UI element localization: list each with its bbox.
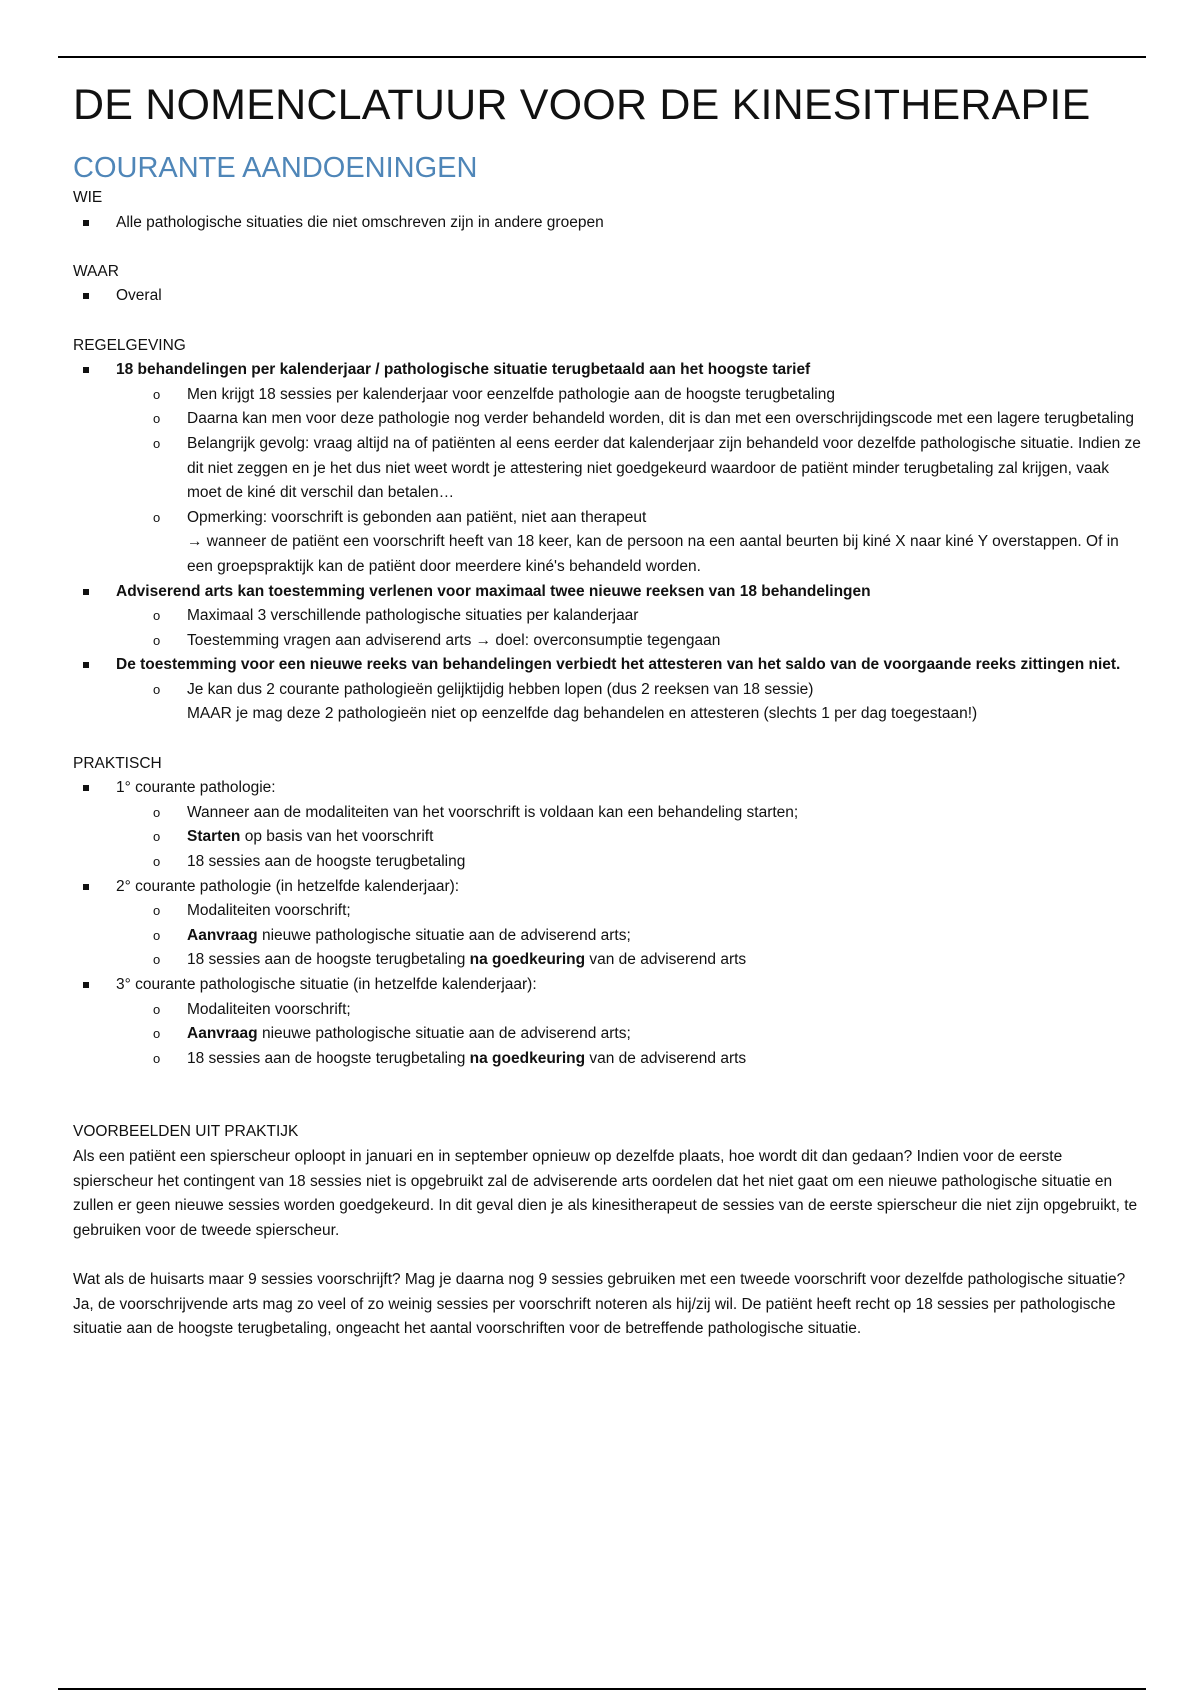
sub-list-item: o Je kan dus 2 courante pathologieën gelijktijdig hebben lopen (dus 2 reeksen van 18 sessie) MAAR je mag deze 2 pathologieën niet op eenzelfde dag behandelen en attesteren (slechts 1 per dag toegestaan!) — [73, 678, 1145, 727]
sub-list-item: o Maximaal 3 verschillende pathologische situaties per kalanderjaar — [73, 604, 1145, 629]
sub-list — [116, 801, 1145, 875]
sub-list-item: o Starten op basis van het voorschrift — [73, 825, 1145, 850]
praktisch-label: PRAKTISCH — [73, 754, 162, 772]
circle-bullet-icon: o — [153, 681, 161, 697]
sub-list-item: o 18 sessies aan de hoogste terugbetaling na goedkeuring van de adviserend arts — [73, 948, 1145, 973]
sub-list-item: o Belangrijk gevolg: vraag altijd na of patiënten al eens eerder dat kalenderjaar zijn behandeld voor dezelfde pathologische situatie. Indien ze dit niet zeggen en je het dus niet weet wordt je attestering niet goedgekeurd waardoor de patiënt minder terugbetaling zal krijgen, vaak moet de kiné dit verschil dan betalen… — [73, 432, 1145, 506]
regelgeving-list — [73, 358, 1145, 727]
example-paragraph-1: Als een patiënt een spierscheur oploopt in januari en in september opnieuw op dezelfde plaats, hoe wordt dit dan gedaan? Indien voor de eerste spierscheur het contingent van 18 sessies niet is opgebruikt zal de adviserende arts oordelen dat het niet gaat om een nieuwe pathologische situatie en zullen er geen nieuwe sessies worden goedgekeurd. In dit geval dien je als kinesitherapeut de sessies van de eerste spierscheur die niet zijn opgebruikt, te gebruiken voor de tweede spierscheur. — [73, 1147, 1138, 1239]
list-item: 3° courante pathologische situatie (in hetzelfde kalenderjaar): o Modaliteiten voorschrift; o Aanvraag nieuwe pathologische situatie aan de adviserend arts; o 18 sessies aan de hoogste terugbetaling na goedkeuring van de adviserend arts — [73, 973, 1145, 1071]
circle-bullet-icon: o — [153, 1001, 161, 1017]
circle-bullet-icon: o — [153, 386, 161, 402]
sub-list-item: o Wanneer aan de modaliteiten van het voorschrift is voldaan kan een behandeling starten; — [73, 801, 1145, 826]
circle-bullet-icon: o — [153, 1026, 161, 1042]
list-item: Adviserend arts kan toestemming verlenen voor maximaal twee nieuwe reeksen van 18 behandelingen o Maximaal 3 verschillende pathologische situaties per kalanderjaar o Toestemming vragen aan adviserend arts → doel: overconsumptie tegengaan — [73, 580, 1145, 654]
waar-list — [73, 284, 1145, 309]
sub-list-item: o Opmerking: voorschrift is gebonden aan patiënt, niet aan therapeut → wanneer de patiënt een voorschrift heeft van 18 keer, kan de persoon na een aantal beurten bij kiné X naar kiné Y overstappen. Of in een groepspraktijk kan de patiënt door meerdere kiné's behandeld worden. — [73, 506, 1145, 580]
square-bullet-icon — [83, 220, 89, 226]
sub-list-item: o Daarna kan men voor deze pathologie nog verder behandeld worden, dit is dan met een overschrijdingscode met een lagere terugbetaling — [73, 407, 1145, 432]
sub-list-item: o Men krijgt 18 sessies per kalenderjaar voor eenzelfde pathologie aan de hoogste terugbetaling — [73, 383, 1145, 408]
list-item: 1° courante pathologie: o Wanneer aan de modaliteiten van het voorschrift is voldaan kan een behandeling starten; o Starten op basis van het voorschrift o 18 sessies aan de hoogste terugbetaling — [73, 776, 1145, 874]
circle-bullet-icon: o — [153, 608, 161, 624]
sub-list — [116, 604, 1145, 653]
square-bullet-icon — [83, 589, 89, 595]
waar-label: WAAR — [73, 262, 119, 280]
square-bullet-icon — [83, 293, 89, 299]
circle-bullet-icon: o — [153, 804, 161, 820]
sub-list — [116, 678, 1145, 727]
sub-list-item: o Toestemming vragen aan adviserend arts → doel: overconsumptie tegengaan — [73, 629, 1145, 654]
circle-bullet-icon: o — [153, 927, 161, 943]
praktisch-list — [73, 776, 1145, 1071]
square-bullet-icon — [83, 785, 89, 791]
circle-bullet-icon: o — [153, 411, 161, 427]
section-subtitle: COURANTE AANDOENINGEN — [73, 152, 478, 184]
list-item: Alle pathologische situaties die niet omschreven zijn in andere groepen — [73, 211, 1145, 236]
document-body — [73, 74, 1145, 1342]
circle-bullet-icon: o — [153, 829, 161, 845]
example-answer-2: Ja, de voorschrijvende arts mag zo veel of zo weinig sessies per voorschrift noteren als hij/zij wil. De patiënt heeft recht op 18 sessies per pathologische situatie aan de hoogste terugbetaling, ongeacht het aantal voorschriften voor de betreffende pathologische situatie. — [73, 1295, 1116, 1338]
square-bullet-icon — [83, 982, 89, 988]
circle-bullet-icon: o — [153, 903, 161, 919]
top-rule — [58, 56, 1146, 58]
voorbeelden-label: VOORBEELDEN UIT PRAKTIJK — [73, 1123, 299, 1141]
sub-list-item: o Aanvraag nieuwe pathologische situatie aan de adviserend arts; — [73, 1022, 1145, 1047]
bottom-rule — [58, 1688, 1146, 1690]
circle-bullet-icon: o — [153, 435, 161, 451]
wie-label: WIE — [73, 189, 103, 206]
square-bullet-icon — [83, 884, 89, 890]
page-title: DE NOMENCLATUUR VOOR DE KINESITHERAPIE — [73, 81, 1091, 129]
circle-bullet-icon: o — [153, 1050, 161, 1066]
list-item: De toestemming voor een nieuwe reeks van behandelingen verbiedt het attesteren van het saldo van de voorgaande reeks zittingen niet. o Je kan dus 2 courante pathologieën gelijktijdig hebben lopen (dus 2 reeksen van 18 sessie) MAAR je mag deze 2 pathologieën niet op eenzelfde dag behandelen en attesteren (slechts 1 per dag toegestaan!) — [73, 653, 1145, 727]
list-item: 18 behandelingen per kalenderjaar / pathologische situatie terugbetaald aan het hoogste tarief o Men krijgt 18 sessies per kalenderjaar voor eenzelfde pathologie aan de hoogste terugbetaling o Daarna kan men voor deze pathologie nog verder behandeld worden, dit is dan met een overschrijdingscode met een lagere terugbetaling o Belangrijk gevolg: vraag altijd na of patiënten al eens eerder dat kalenderjaar zijn behandeld voor dezelfde pathologische situatie. Indien ze dit niet zeggen en je het dus niet weet wordt je attestering niet goedgekeurd waardoor de patiënt minder terugbetaling zal krijgen, vaak moet de kiné dit verschil dan betalen… o Opmerking: voorschrift is gebonden aan patiënt, niet aan therapeut → wanneer de patiënt een voorschrift heeft van 18 keer, kan de persoon na een aantal beurten bij kiné X naar kiné Y overstappen. Of in een groepspraktijk kan de patiënt door meerdere kiné's behandeld worden. — [73, 358, 1145, 579]
circle-bullet-icon: o — [153, 854, 161, 870]
square-bullet-icon — [83, 662, 89, 668]
example-question-2: Wat als de huisarts maar 9 sessies voorschrijft? Mag je daarna nog 9 sessies gebruiken met een tweede voorschrift voor dezelfde pathologische situatie? — [73, 1270, 1126, 1288]
sub-list — [116, 383, 1145, 580]
sub-list — [116, 998, 1145, 1072]
list-item: Overal — [73, 284, 1145, 309]
circle-bullet-icon: o — [153, 632, 161, 648]
list-item: 2° courante pathologie (in hetzelfde kalenderjaar): o Modaliteiten voorschrift; o Aanvraag nieuwe pathologische situatie aan de adviserend arts; o 18 sessies aan de hoogste terugbetaling na goedkeuring van de adviserend arts — [73, 875, 1145, 973]
sub-list-item: o Modaliteiten voorschrift; — [73, 998, 1145, 1023]
sub-list-item: o 18 sessies aan de hoogste terugbetaling na goedkeuring van de adviserend arts — [73, 1047, 1145, 1072]
square-bullet-icon — [83, 367, 89, 373]
sub-list-item: o 18 sessies aan de hoogste terugbetaling — [73, 850, 1145, 875]
sub-list — [116, 899, 1145, 973]
wie-list — [73, 211, 1145, 236]
sub-list-item: o Modaliteiten voorschrift; — [73, 899, 1145, 924]
regelgeving-label: REGELGEVING — [73, 336, 186, 354]
circle-bullet-icon: o — [153, 952, 161, 968]
sub-list-item: o Aanvraag nieuwe pathologische situatie aan de adviserend arts; — [73, 924, 1145, 949]
circle-bullet-icon: o — [153, 509, 161, 525]
